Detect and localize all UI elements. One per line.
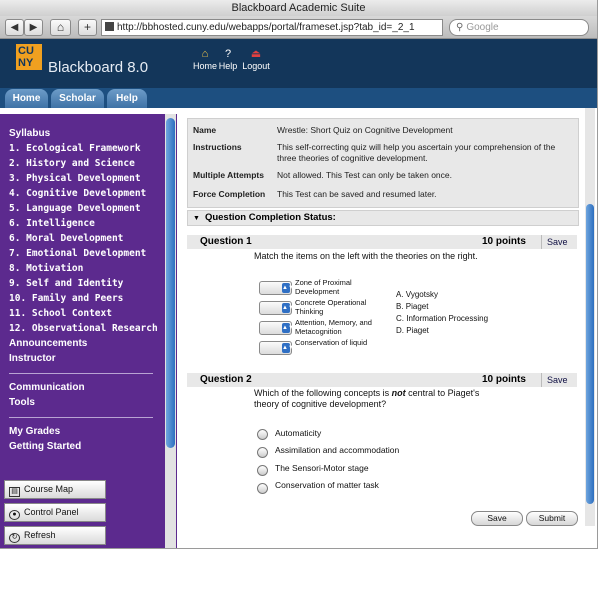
menu-item-unit-6b[interactable]: 6. Moral Development bbox=[9, 233, 124, 244]
match-select-4[interactable] bbox=[259, 341, 292, 355]
option-label-4[interactable]: Conservation of matter task bbox=[275, 480, 379, 490]
product-title: Blackboard 8.0 bbox=[48, 59, 149, 76]
forward-button[interactable]: ▶ bbox=[24, 19, 43, 36]
completion-status-toggle[interactable] bbox=[187, 210, 579, 226]
match-select-1[interactable] bbox=[259, 281, 292, 295]
prompt-text: central to Piaget's theory of cognitive development? bbox=[254, 388, 480, 409]
refresh-button[interactable] bbox=[4, 526, 106, 545]
option-radio-3[interactable] bbox=[257, 465, 268, 476]
info-value: Wrestle: Short Quiz on Cognitive Development bbox=[277, 125, 453, 135]
menu-item-my-grades[interactable]: My Grades bbox=[9, 426, 61, 437]
back-button[interactable]: ◀ bbox=[5, 19, 24, 36]
menu-item-unit-6a[interactable]: 6. Intelligence bbox=[9, 218, 95, 229]
logo-text-bottom: NY bbox=[18, 57, 34, 69]
question-2-save-link[interactable]: Save bbox=[541, 373, 568, 387]
home-button[interactable]: ⌂ bbox=[50, 19, 71, 36]
option-label-3[interactable]: The Sensori-Motor stage bbox=[275, 463, 369, 473]
menu-item-unit-4[interactable]: 4. Cognitive Development bbox=[9, 188, 147, 199]
info-key: Instructions bbox=[193, 142, 242, 152]
question-1-header bbox=[187, 235, 577, 249]
address-bar[interactable] bbox=[101, 19, 443, 36]
info-key: Force Completion bbox=[193, 189, 266, 199]
menu-item-unit-3[interactable]: 3. Physical Development bbox=[9, 173, 141, 184]
menu-item-unit-11[interactable]: 11. School Context bbox=[9, 308, 112, 319]
blackboard-header bbox=[0, 39, 597, 88]
menu-item-communication[interactable]: Communication bbox=[9, 382, 85, 393]
header-home-label: Home bbox=[192, 61, 217, 71]
tab-scholar[interactable]: Scholar bbox=[51, 89, 104, 108]
match-right-item-a: A. Vygotsky bbox=[396, 290, 438, 299]
completion-status-label: Question Completion Status: bbox=[204, 212, 336, 223]
menu-scrollbar[interactable] bbox=[165, 114, 176, 548]
search-field[interactable] bbox=[449, 19, 589, 36]
logo-text-top: CU bbox=[18, 45, 34, 57]
tab-bar bbox=[0, 88, 597, 108]
tab-home[interactable]: Home bbox=[5, 89, 48, 108]
info-value: This self-correcting quiz will help you ascertain your comprehension of the three theories of cognitive development. bbox=[277, 142, 556, 163]
header-logout-label: Logout bbox=[242, 61, 270, 71]
option-radio-4[interactable] bbox=[257, 483, 268, 494]
url-text: http://bbhosted.cuny.edu/webapps/portal/frameset.jsp?tab_id=_2_1 bbox=[117, 22, 415, 33]
search-placeholder: Google bbox=[466, 22, 499, 33]
menu-item-unit-8[interactable]: 8. Motivation bbox=[9, 263, 84, 274]
select-arrows-icon: ▲▼ bbox=[282, 345, 294, 351]
header-help-link[interactable] bbox=[213, 48, 243, 71]
submit-button[interactable]: Submit bbox=[526, 511, 578, 526]
menu-item-unit-5[interactable]: 5. Language Development bbox=[9, 203, 141, 214]
map-icon: ▤ bbox=[9, 487, 20, 497]
question-number: Question 1 bbox=[200, 236, 252, 247]
option-label-2[interactable]: Assimilation and accommodation bbox=[275, 445, 400, 455]
question-1-prompt: Match the items on the left with the theories on the right. bbox=[254, 251, 478, 261]
menu-divider bbox=[9, 373, 153, 374]
save-button[interactable]: Save bbox=[471, 511, 523, 526]
match-right-item-c: C. Information Processing bbox=[396, 314, 489, 323]
tab-help[interactable]: Help bbox=[107, 89, 147, 108]
expand-triangle-icon: ▼ bbox=[193, 215, 200, 222]
course-map-button[interactable] bbox=[4, 480, 106, 499]
menu-item-instructor[interactable]: Instructor bbox=[9, 353, 56, 364]
menu-item-tools[interactable]: Tools bbox=[9, 397, 35, 408]
menu-item-unit-7[interactable]: 7. Emotional Development bbox=[9, 248, 147, 259]
home-icon: ⌂ bbox=[201, 48, 209, 60]
menu-item-syllabus[interactable]: Syllabus bbox=[9, 128, 51, 139]
option-label-1[interactable]: Automaticity bbox=[275, 428, 322, 438]
match-left-item-2: Concrete Operational Thinking bbox=[295, 298, 367, 316]
course-menu-list bbox=[9, 126, 164, 454]
prompt-emphasis: not bbox=[391, 388, 406, 398]
search-icon: ⚲ bbox=[456, 22, 464, 33]
refresh-label: Refresh bbox=[24, 530, 56, 540]
test-info-box bbox=[187, 118, 579, 208]
menu-item-unit-1[interactable]: 1. Ecological Framework bbox=[9, 143, 141, 154]
match-left-item-4: Conservation of liquid bbox=[295, 338, 368, 347]
menu-scrollbar-thumb[interactable] bbox=[166, 118, 175, 448]
question-number: Question 2 bbox=[200, 374, 252, 385]
help-icon: ? bbox=[224, 48, 232, 60]
browser-toolbar bbox=[0, 16, 597, 39]
select-arrows-icon: ▲▼ bbox=[282, 325, 294, 331]
menu-item-unit-10[interactable]: 10. Family and Peers bbox=[9, 293, 124, 304]
menu-item-unit-9[interactable]: 9. Self and Identity bbox=[9, 278, 124, 289]
menu-item-unit-12[interactable]: 12. Observational Research bbox=[9, 323, 158, 334]
match-left-item-1: Zone of Proximal Development bbox=[295, 278, 352, 296]
select-arrows-icon: ▲▼ bbox=[282, 305, 294, 311]
question-2-header bbox=[187, 373, 577, 387]
question-points: 10 points bbox=[482, 236, 526, 247]
logout-icon: ⏏ bbox=[250, 48, 262, 60]
add-bookmark-button[interactable]: + bbox=[78, 19, 97, 36]
prompt-text: Which of the following concepts is bbox=[254, 388, 392, 398]
match-select-3[interactable] bbox=[259, 321, 292, 335]
site-favicon-icon bbox=[105, 22, 114, 31]
match-select-2[interactable] bbox=[259, 301, 292, 315]
match-right-item-d: D. Piaget bbox=[396, 326, 429, 335]
menu-item-getting-started[interactable]: Getting Started bbox=[9, 441, 82, 452]
refresh-icon: ↻ bbox=[9, 533, 20, 543]
info-value: This Test can be saved and resumed later. bbox=[277, 189, 437, 199]
question-1-save-link[interactable]: Save bbox=[541, 235, 568, 249]
control-panel-icon: ● bbox=[9, 510, 20, 520]
info-value: Not allowed. This Test can only be taken once. bbox=[277, 170, 452, 180]
control-panel-button[interactable] bbox=[4, 503, 106, 522]
option-radio-2[interactable] bbox=[257, 447, 268, 458]
question-2-prompt bbox=[254, 388, 489, 410]
window-title: Blackboard Academic Suite bbox=[0, 0, 597, 16]
select-arrows-icon: ▲▼ bbox=[282, 285, 294, 291]
menu-item-unit-2[interactable]: 2. History and Science bbox=[9, 158, 135, 169]
match-right-item-b: B. Piaget bbox=[396, 302, 429, 311]
course-menu bbox=[0, 114, 177, 548]
header-help-label: Help bbox=[218, 61, 238, 71]
content-scrollbar[interactable] bbox=[585, 108, 595, 526]
cuny-logo bbox=[16, 44, 42, 70]
course-map-label: Course Map bbox=[24, 484, 74, 494]
question-points: 10 points bbox=[482, 374, 526, 385]
header-logout-link[interactable] bbox=[241, 48, 271, 71]
option-radio-1[interactable] bbox=[257, 429, 268, 440]
content-scrollbar-thumb[interactable] bbox=[586, 204, 594, 504]
test-content bbox=[177, 108, 597, 548]
info-key: Multiple Attempts bbox=[193, 170, 264, 180]
control-panel-label: Control Panel bbox=[24, 507, 79, 517]
menu-item-announcements[interactable]: Announcements bbox=[9, 338, 88, 349]
match-left-item-3: Attention, Memory, and Metacognition bbox=[295, 318, 372, 336]
info-key: Name bbox=[193, 125, 217, 135]
menu-divider bbox=[9, 417, 153, 418]
